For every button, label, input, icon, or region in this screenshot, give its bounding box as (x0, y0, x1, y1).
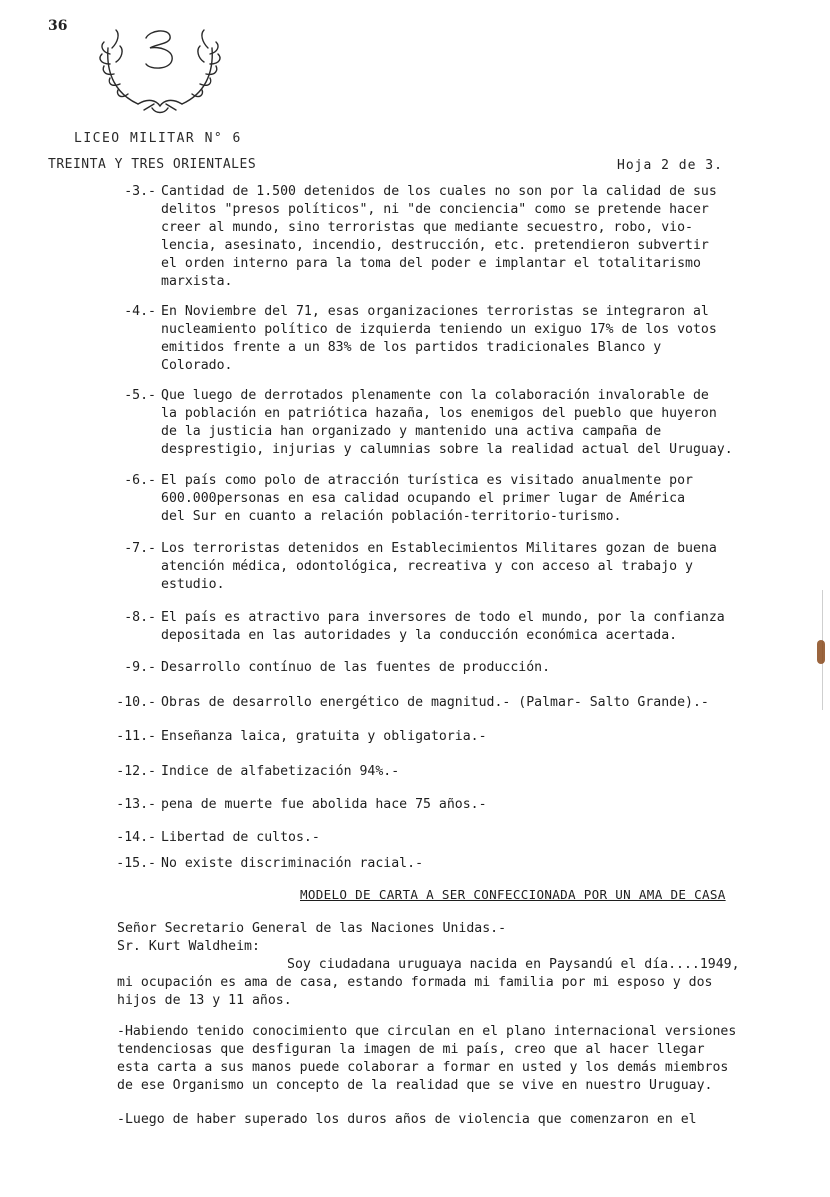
item-text: Los terroristas detenidos en Establecimientos Militares gozan de buena atención médica, odontológica, recreativa y con acceso al trabajo y estudio. (161, 541, 717, 592)
item-number: -5.- (124, 388, 156, 403)
item-text: Indice de alfabetización 94%.- (161, 764, 400, 779)
letter-paragraph: -Habiendo tenido conocimiento que circulan en el plano internacional versiones tendenciosas que desfiguran la imagen de mi país, creo que al hacer llegar esta carta a sus manos puede colaborar a formar en usted y los demás miembros de ese Organismo un concepto de la realidad que se vive en nuestro Uruguay. (117, 1024, 737, 1093)
item-number: -7.- (124, 541, 156, 556)
letter-title: MODELO DE CARTA A SER CONFECCIONADA POR UN AMA DE CASA (300, 887, 726, 902)
item-number: -8.- (124, 610, 156, 625)
page-number: 36 (48, 18, 68, 34)
school-name: LICEO MILITAR N° 6 (74, 131, 242, 146)
letter-salutation: Señor Secretario General de las Naciones Unidas.- (117, 921, 507, 936)
item-number: -11.- (116, 729, 156, 744)
item-text: En Noviembre del 71, esas organizaciones terroristas se integraron al nucleamiento político de izquierda teniendo un exiguo 17% de los votos emitidos frente a un 83% de los partidos tradicionales Blanco y Colorado. (161, 304, 717, 373)
item-text: No existe discriminación racial.- (161, 856, 424, 871)
item-number: -4.- (124, 304, 156, 319)
item-number: -6.- (124, 473, 156, 488)
item-number: -15.- (116, 856, 156, 871)
school-emblem-icon (98, 20, 222, 116)
item-text: Cantidad de 1.500 detenidos de los cuales no son por la calidad de sus delitos "presos políticos", ni "de conciencia" como se pretende hacer creer al mundo, sino terroristas que mediante secuestro, robo, vio- lencia, asesinato, incendio, destrucción, etc. pretendieron subvertir el orden interno para la toma del poder e implantar el totalitarismo marxista. (161, 184, 717, 289)
letter-paragraph: mi ocupación es ama de casa, estando formada mi familia por mi esposo y dos hijos de 13 y 11 años. (117, 975, 713, 1008)
item-number: -9.- (124, 660, 156, 675)
item-text: pena de muerte fue abolida hace 75 años.- (161, 797, 487, 812)
item-number: -3.- (124, 184, 156, 199)
letter-addressee: Sr. Kurt Waldheim: (117, 939, 260, 954)
school-motto: TREINTA Y TRES ORIENTALES (48, 157, 257, 172)
letter-paragraph: -Luego de haber superado los duros años de violencia que comenzaron en el (117, 1112, 697, 1127)
item-text: Que luego de derrotados plenamente con la colaboración invalorable de la población en patriótica hazaña, los enemigos del pueblo que huyeron de la justicia han organizado y mantenido una activa campaña de desprestigio, injurias y calumnias sobre la realidad actual del Uruguay. (161, 388, 733, 457)
item-number: -14.- (116, 830, 156, 845)
item-number: -13.- (116, 797, 156, 812)
item-text: Obras de desarrollo energético de magnitud.- (Palmar- Salto Grande).- (161, 695, 709, 710)
item-number: -10.- (116, 695, 156, 710)
item-text: El país es atractivo para inversores de todo el mundo, por la confianza depositada en las autoridades y la conducción económica acertada. (161, 610, 725, 643)
item-text: El país como polo de atracción turística es visitado anualmente por 600.000personas en esa calidad ocupando el primer lugar de América del Sur en cuanto a relación población-territorio-turismo. (161, 473, 693, 524)
letter-paragraph-opening: Soy ciudadana uruguaya nacida en Paysandú el día....1949, (287, 957, 740, 972)
item-text: Enseñanza laica, gratuita y obligatoria.- (161, 729, 487, 744)
item-text: Libertad de cultos.- (161, 830, 320, 845)
item-text: Desarrollo contínuo de las fuentes de producción. (161, 660, 551, 675)
item-number: -12.- (116, 764, 156, 779)
sheet-counter: Hoja 2 de 3. (617, 158, 723, 173)
margin-stain (817, 640, 825, 664)
